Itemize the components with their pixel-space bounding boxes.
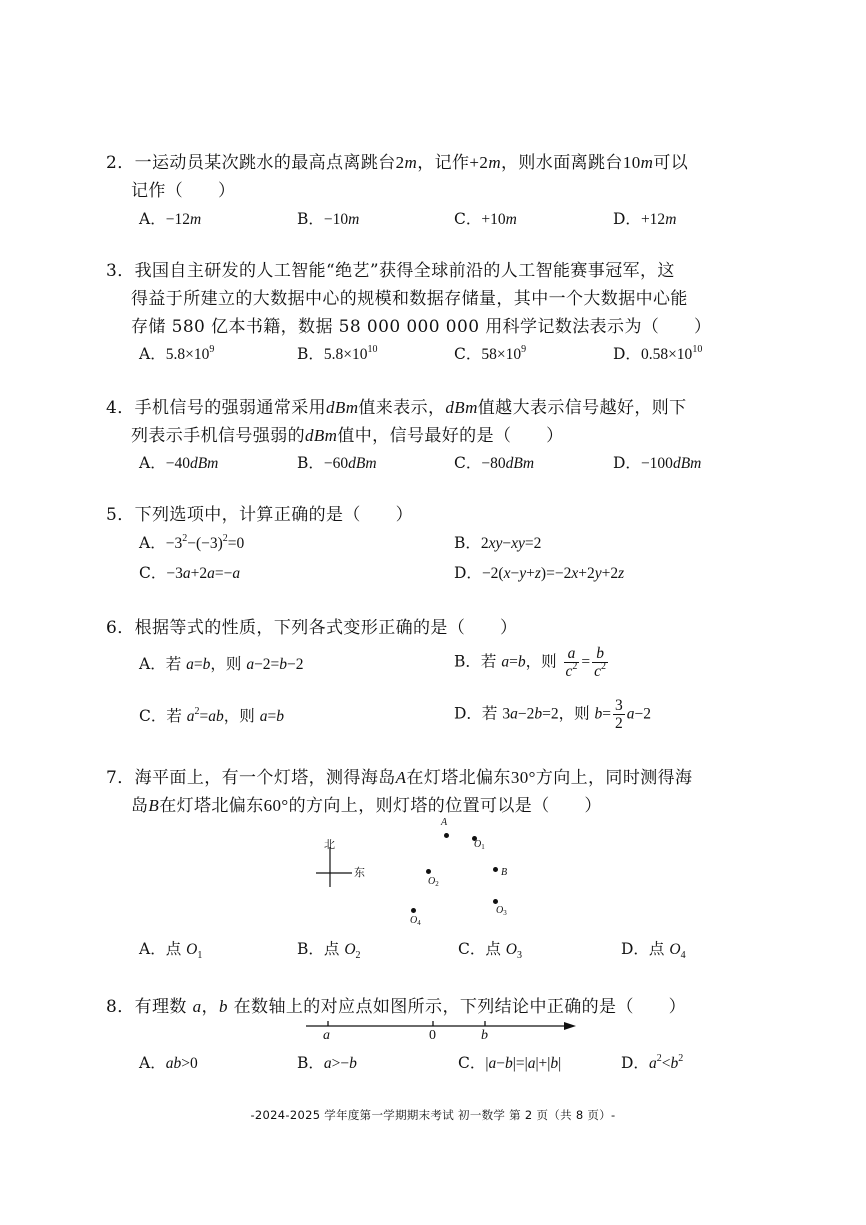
point-a-label: A xyxy=(441,817,448,828)
q6-stem-line1: 6．根据等式的性质，下列各式变形正确的是（ ） xyxy=(106,618,518,638)
q3-option-c: C．$58\times 10^9$ xyxy=(454,344,527,363)
point-o4-marker xyxy=(411,908,416,913)
number-line-label-0: 0 xyxy=(429,1028,436,1043)
q7-option-a: A．点 $O_1$ xyxy=(139,940,203,961)
q6-option-b: B．若 a=b，则 $\frac{a}{c^2}$ = $\frac{b}{c^2}$ xyxy=(454,645,607,680)
q7-option-b: B．点 $O_2$ xyxy=(297,940,361,961)
point-b-label: B xyxy=(501,867,508,878)
q6-option-c: C．若 $a^2=ab$，则 a=b xyxy=(139,706,284,725)
q4-option-d: D．−100dBm xyxy=(613,454,702,472)
q5-stem-line1: 5．下列选项中，计算正确的是（ ） xyxy=(106,505,414,525)
point-o1-label: $O_1$ xyxy=(474,839,485,851)
q7-stem-line1: 7．海平面上，有一个灯塔，测得海岛A在灯塔北偏东30°方向上，同时测得海 xyxy=(106,768,693,788)
q2-stem-line1: 2．一运动员某次跳水的最高点离跳台2m，记作+2m，则水面离跳台10m可以 xyxy=(106,153,689,173)
number-line-label-b: b xyxy=(481,1028,488,1043)
number-line xyxy=(300,1016,580,1046)
q2-stem-line2: 记作（ ） xyxy=(131,181,236,201)
point-a-marker xyxy=(444,833,449,838)
page-footer: -2024-2025 学年度第一学期期末考试 初一数学 第 2 页（共 8 页）- xyxy=(250,1108,616,1122)
q7-option-c: C．点 $O_3$ xyxy=(458,940,522,961)
q5-option-d: D．−2(x−y+z)=−2x+2y+2z xyxy=(454,564,625,582)
q2-option-c: C．+10m xyxy=(454,210,517,228)
q6-option-d: D．若 3a−2b=2，则 b= $\frac{3}{2}$ a−2 xyxy=(454,697,652,732)
point-o2-label: $O_2$ xyxy=(428,876,439,888)
point-o2-marker xyxy=(426,869,431,874)
point-b-marker xyxy=(493,867,498,872)
q6-option-a: A．若 a=b，则 a−2=b−2 xyxy=(139,655,304,673)
q3-option-b: B．$5.8\times 10^{10}$ xyxy=(297,344,378,363)
q3-stem-line1: 3．我国自主研发的人工智能“绝艺”获得全球前沿的人工智能赛事冠军，这 xyxy=(106,261,675,281)
q8-option-d: D．$a^2<b^2$ xyxy=(621,1053,684,1072)
q8-option-b: B．a>−b xyxy=(297,1054,357,1072)
compass-east-label: 东 xyxy=(354,866,365,879)
q2-option-d: D．+12m xyxy=(613,210,677,228)
q5-option-a: A．$-3^2-(-3)^2=0$ xyxy=(139,533,245,552)
q3-option-a: A．$5.8\times 10^9$ xyxy=(139,344,215,363)
q2-option-b: B．−10m xyxy=(297,210,360,228)
q2-option-a: A．−12m xyxy=(139,210,202,228)
q5-option-b: B．2xy−xy=2 xyxy=(454,534,542,552)
q8-option-c: C．|a−b|=|a|+|b| xyxy=(458,1054,562,1072)
q3-stem-line2: 得益于所建立的大数据中心的规模和数据存储量，其中一个大数据中心能 xyxy=(131,289,688,309)
q8-stem-line1: 8．有理数 a，b 在数轴上的对应点如图所示，下列结论中正确的是（ ） xyxy=(106,997,687,1017)
q4-option-a: A．−40dBm xyxy=(139,454,219,472)
q8-option-a: A．ab>0 xyxy=(139,1054,198,1072)
q3-option-d: D．$0.58\times 10^{10}$ xyxy=(613,344,703,363)
q4-stem-line1: 4．手机信号的强弱通常采用dBm值来表示，dBm值越大表示信号越好，则下 xyxy=(106,398,687,418)
point-o3-label: $O_3$ xyxy=(496,905,507,917)
q4-option-b: B．−60dBm xyxy=(297,454,377,472)
q5-option-c: C．−3a+2a=−a xyxy=(139,564,241,582)
number-line-label-a: a xyxy=(323,1028,330,1043)
point-o4-label: $O_4$ xyxy=(410,915,421,927)
q4-option-c: C．−80dBm xyxy=(454,454,535,472)
q3-stem-line3: 存储 580 亿本书籍，数据 58 000 000 000 用科学记数法表示为（ ） xyxy=(131,317,712,337)
q7-stem-line2: 岛B在灯塔北偏东60°的方向上，则灯塔的位置可以是（ ） xyxy=(131,796,602,816)
q4-stem-line2: 列表示手机信号强弱的dBm值中，信号最好的是（ ） xyxy=(131,426,564,446)
q7-option-d: D．点 $O_4$ xyxy=(621,940,686,961)
compass-north-label: 北 xyxy=(324,838,335,851)
point-o3-marker xyxy=(493,899,498,904)
